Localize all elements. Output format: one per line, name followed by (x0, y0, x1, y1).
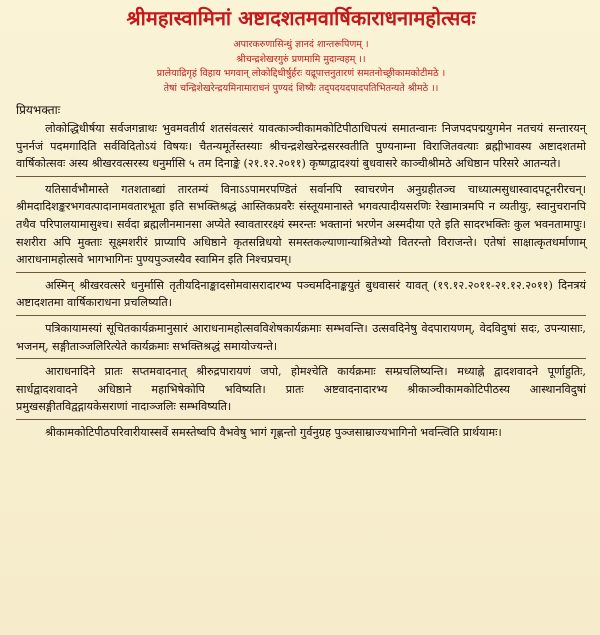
paragraph-1: लोकोद्धिधीर्षया सर्वजगन्नाथः भुवमवतीर्य शतसंवत्सरं यावत्काञ्चीकामकोटिपीठाधिपत्यं समातन्वानः निजपदपद्मयुगमेन नतचयं सन्तारयन् पुनर्नजं पदमगादिति सर्वविदितोऽयं विषयः। चैतन्यमूर्तेस्तस्याः श्रीचन्द्रशेखरेन्द्रसरस्वतीति पुण्यनाम्ना विराजितवत्याः ब्रह्मीभावस्य अष्टादशतमो वार्षिकोत्सवः अस्य श्रीखरवत्सरस्य धनुर्मासि ५ तम दिनाङ्के (२१.१२.२०११) कृष्णद्वादश्यां बुधवासरे काञ्चीश्रीमठे अधिष्ठान परिसरे आतन्यते। (16, 120, 586, 177)
paragraph-6: श्रीकामकोटिपीठपरिवारीयास्सर्वे समस्तेष्वपि वैभवेषु भागं गृह्णन्तो गुर्वनुग्रह पुञ्जसाम्राज्यभागिनो भवन्त्विति प्रार्थयामः। (45, 425, 502, 439)
paragraph-2: यतिसार्वभौमास्ते गतशताब्द्यां तारतम्यं विनाऽऽपामरपण्डितं सर्वानपि स्वाचरणेन अनुग्रहीतञ्च चाध्यात्मसुधास्वादपटूनरीरचन्। श्रीमदादिशङ्करभगवत्पादानामवतारभूता इति सभक्तिश्रद्धं आस्तिकप्रवरैः संस्तूयमानास्ते भगवत्पादीयसरणिः रेखामात्रमपि न व्यतीयुः, स्वानुचरानपि तथैव परिपालयामासुश्च। सर्वदा ब्रह्मलीनमानसा अप्येते स्वावताररक्ष्यं स्मरन्तः भक्तानां भरणेन अस्मदीया एते इति सादरभक्तिः कुल भवनतामापुः। सशरीरा अपि मुक्ताः सूक्ष्मशरीरं प्राप्यापि अधिष्ठाने कृतसन्निधयो समस्तकल्याणान्याश्रितेभ्यो वितरन्तो विराजन्ते। एतेषां साक्षात्कृतधर्माणाम् आराधनामहोत्सवे भागभागिनः पुण्यपुञ्जस्यैव स्वामिन इति निश्चप्रचम्। (16, 181, 586, 273)
paragraph-3: अस्मिन् श्रीखरवत्सरे धनुर्मासि तृतीयदिनाङ्कादसोमवासरादारभ्य पञ्चमदिनाङ्कयुतं बुधवासरं यावत् (१९.१२.२०११-२१.१२.२०११) दिनत्रयं अष्टादशतमा वार्षिकाराधना प्रचलिष्यति। (16, 277, 586, 316)
salutation: प्रियभक्ताः (16, 103, 61, 117)
verse-line-3: प्रालेयाद्रिगृहं विहाय भगवान् लोकोद्दिधीर्षुर्हरः यद्रूपात्तनुतारणं समतनोच्छ्रीकामकोटीमठे । (156, 68, 446, 79)
verse-line-4: तेषां चन्द्रिशेखरेन्द्रयमिनामाराधनं पुण्यदं शिष्यैः तद्पदयदपादपतिभितन्यते श्रीमठे ।। (163, 82, 439, 94)
verse-line-2: श्रीचन्द्रशेखरगुरुं प्रणमामि मुदान्वहम् ।। (236, 53, 366, 65)
paragraph-5: आराधनादिने प्रातः सप्तमवादनात् श्रीरुद्रपारायणं जपो, होमश्चेति कार्यक्रमाः सम्प्रचलिष्यन्ति। मध्याह्ने द्वादशवादने पूर्णाहुतिः, सार्धद्वादशवादने अधिष्ठाने महाभिषेकोपि भविष्यति। प्रातः अष्टवादनादारभ्य श्रीकाञ्चीकामकोटिपीठस्य आस्थानविदुषां प्रमुखसङ्गीतविद्वद्गायकेसराणां नादाञ्जलिः सम्भविष्यति। (16, 363, 586, 420)
verse-line-1: अपारकरुणासिन्धुं ज्ञानदं शान्तरूपिणम् । (233, 39, 369, 50)
paragraph-4: पत्रिकायामस्यां सूचितकार्यक्रमानुसारं आराधनामहोत्सवविशेषकार्यक्रमाः सम्भवन्ति। उत्सवदिनेषु वेदपारायणम्, वेदविदुषां सदः, उपन्यासाः, भजनम्, सङ्गीताञ्जलिरित्येते कार्यक्रमाः सभक्तिश्रद्धं समायोज्यन्ते। (16, 320, 586, 359)
page-title: श्रीमहास्वामिनां अष्टादशतमवार्षिकाराधनामहोत्सवः (126, 6, 476, 30)
invocation-verses (16, 38, 586, 96)
